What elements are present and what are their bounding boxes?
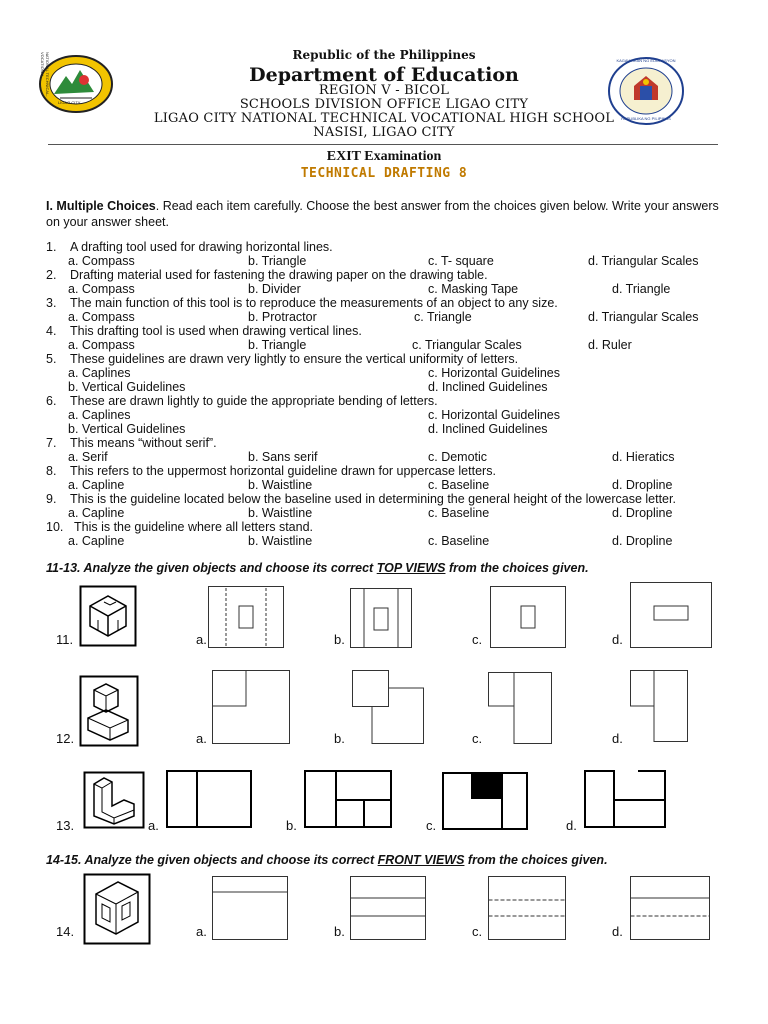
q2-choice-a: a. Compass (68, 282, 135, 296)
q10-stem: This is the guideline where all letters stand. (74, 520, 314, 534)
q13-isometric-object (84, 772, 144, 828)
q14-number: 14. (56, 924, 75, 939)
q13-option-d-label: d. (566, 818, 577, 833)
exam-subject: TECHNICAL DRAFTING 8 (300, 166, 468, 181)
q1-number: 1. (46, 240, 57, 254)
q8-choice-a: a. Capline (68, 478, 125, 492)
school-logo-bottom: LIGAO CITY (58, 100, 81, 105)
q13-option-c-view (442, 772, 528, 830)
q4-choice-d: d. Ruler (588, 338, 632, 352)
section-front-views: 14-15. Analyze the given objects and choose its correct FRONT VIEWS from the choices given. (46, 853, 608, 867)
q5-choice-b: b. Vertical Guidelines (68, 380, 186, 394)
q7-choice-a: a. Serif (68, 450, 108, 464)
q11-option-b-label: b. (334, 632, 345, 647)
q2-choice-b: b. Divider (248, 282, 301, 296)
deped-seal-text: KAGAWARAN NG EDUKASYON (616, 58, 676, 63)
q2-choice-c: c. Masking Tape (428, 282, 519, 296)
q7-choice-c: c. Demotic (428, 450, 488, 464)
q12-option-b-view (352, 670, 424, 744)
q13-option-b-view (304, 770, 392, 828)
q5-stem: These guidelines are drawn very lightly to ensure the vertical uniformity of letters. (70, 352, 519, 366)
q7-number: 7. (46, 436, 57, 450)
q11-option-a-view (208, 586, 284, 648)
q1-choice-a: a. Compass (68, 254, 135, 268)
q9-stem: This is the guideline located below the baseline used in determining the general height of the lowercase letter. (70, 492, 676, 506)
q13-option-d-view (584, 770, 666, 828)
school-line: LIGAO CITY NATIONAL TECHNICAL VOCATIONAL HIGH SCHOOL (153, 111, 615, 126)
q1-stem: A drafting tool used for drawing horizontal lines. (70, 240, 333, 254)
exam-title: EXIT Examination (326, 149, 442, 164)
address-line: NASISI, LIGAO CITY (313, 125, 455, 140)
q4-number: 4. (46, 324, 57, 338)
q10-choice-a: a. Capline (68, 534, 125, 548)
q8-choice-b: b. Waistline (248, 478, 313, 492)
q1-choice-d: d. Triangular Scales (588, 254, 699, 268)
q3-stem: The main function of this tool is to reproduce the measurements of an object to any size. (70, 296, 558, 310)
q14-option-a-view (212, 876, 288, 940)
instruction-text: . Read each item carefully. Choose the best answer from the choices given below. Write your answers on your answer sheet. (46, 199, 719, 229)
q12-option-b-label: b. (334, 731, 345, 746)
q4-choice-a: a. Compass (68, 338, 135, 352)
q14-option-c-label: c. (472, 924, 483, 939)
q14-option-b-label: b. (334, 924, 345, 939)
front-views-keyword: FRONT VIEWS (377, 853, 465, 867)
q2-number: 2. (46, 268, 57, 282)
q6-choice-a: a. Caplines (68, 408, 131, 422)
q4-choice-b: b. Triangle (248, 338, 307, 352)
q12-option-d-view (630, 670, 688, 742)
q2-choice-d: d. Triangle (612, 282, 671, 296)
q3-choice-c: c. Triangle (414, 310, 472, 324)
q13-number: 13. (56, 818, 75, 833)
q12-number: 12. (56, 731, 75, 746)
q8-choice-c: c. Baseline (428, 478, 490, 492)
q14-option-d-label: d. (612, 924, 623, 939)
q11-option-d-view (630, 582, 712, 648)
q4-stem: This drafting tool is used when drawing vertical lines. (70, 324, 362, 338)
q12-option-d-label: d. (612, 731, 623, 746)
q3-number: 3. (46, 296, 57, 310)
q11-number: 11. (56, 632, 74, 647)
q12-option-c-label: c. (472, 731, 483, 746)
division-line: SCHOOLS DIVISION OFFICE LIGAO CITY (239, 97, 529, 112)
q11-option-c-label: c. (472, 632, 483, 647)
q14-option-a-label: a. (196, 924, 207, 939)
deped-seal-bottom: REPUBLIKA NG PILIPINAS (621, 116, 671, 121)
q8-number: 8. (46, 464, 57, 478)
q9-choice-b: b. Waistline (248, 506, 313, 520)
q5-choice-c: c. Horizontal Guidelines (428, 366, 561, 380)
q14-option-b-view (350, 876, 426, 940)
q13-option-a-view (166, 770, 252, 828)
republic-line: Republic of the Philippines (292, 48, 476, 62)
q14-option-c-view (488, 876, 566, 940)
q1-choice-b: b. Triangle (248, 254, 307, 268)
q7-choice-d: d. Hieratics (612, 450, 675, 464)
q9-number: 9. (46, 492, 57, 506)
q4-choice-c: c. Triangular Scales (412, 338, 522, 352)
school-logo-text: NATIONAL TECHNICAL-VOCATIONAL (40, 52, 50, 97)
q8-stem: This refers to the uppermost horizontal guideline drawn for uppercase letters. (70, 464, 496, 478)
q9-choice-a: a. Capline (68, 506, 125, 520)
q10-choice-c: c. Baseline (428, 534, 490, 548)
q5-number: 5. (46, 352, 57, 366)
q6-number: 6. (46, 394, 57, 408)
q13-option-a-label: a. (148, 818, 159, 833)
department-title: Department of Education (249, 64, 519, 86)
q11-option-d-label: d. (612, 632, 623, 647)
q11-isometric-object (80, 586, 136, 646)
top-views-keyword: TOP VIEWS (376, 561, 446, 575)
q1-choice-c: c. T- square (428, 254, 494, 268)
q11-option-a-label: a. (196, 632, 207, 647)
q7-stem: This means “without serif”. (70, 436, 217, 450)
q7-choice-b: b. Sans serif (248, 450, 318, 464)
q9-choice-c: c. Baseline (428, 506, 490, 520)
q3-choice-a: a. Compass (68, 310, 135, 324)
header-rule (48, 144, 718, 145)
q10-choice-b: b. Waistline (248, 534, 313, 548)
q12-option-a-label: a. (196, 731, 207, 746)
q12-option-c-view (488, 672, 552, 744)
q3-choice-d: d. Triangular Scales (588, 310, 699, 324)
q6-choice-d: d. Inclined Guidelines (428, 422, 548, 436)
q13-option-c-label: c. (426, 818, 437, 833)
instructions (46, 198, 726, 230)
q6-choice-c: c. Horizontal Guidelines (428, 408, 561, 422)
q12-option-a-view (212, 670, 290, 744)
q8-choice-d: d. Dropline (612, 478, 673, 492)
section-top-views: 11-13. Analyze the given objects and choose its correct TOP VIEWS from the choices given. (46, 561, 589, 575)
q3-choice-b: b. Protractor (248, 310, 317, 324)
q5-choice-a: a. Caplines (68, 366, 131, 380)
q11-option-c-view (490, 586, 566, 648)
q14-option-d-view (630, 876, 710, 940)
q12-isometric-object (80, 676, 138, 746)
q9-choice-d: d. Dropline (612, 506, 673, 520)
q14-isometric-object (84, 874, 150, 944)
q6-stem: These are drawn lightly to guide the appropriate bending of letters. (70, 394, 438, 408)
q5-choice-d: d. Inclined Guidelines (428, 380, 548, 394)
q10-number: 10. (46, 520, 64, 534)
q10-choice-d: d. Dropline (612, 534, 673, 548)
part-heading: I. Multiple Choices (46, 199, 156, 213)
q13-option-b-label: b. (286, 818, 297, 833)
q6-choice-b: b. Vertical Guidelines (68, 422, 186, 436)
q11-option-b-view (350, 588, 412, 648)
q2-stem: Drafting material used for fastening the drawing paper on the drawing table. (70, 268, 488, 282)
region-line: REGION V - BICOL (318, 83, 450, 98)
